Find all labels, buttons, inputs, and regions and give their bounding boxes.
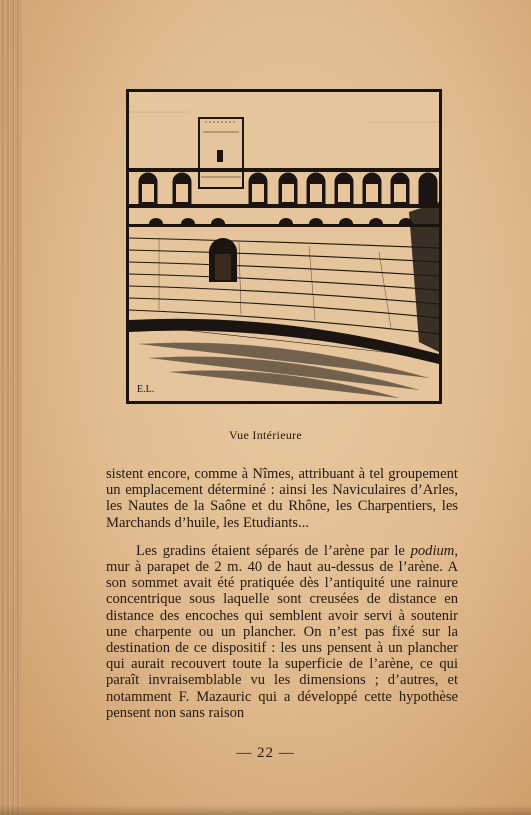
page-stack-edge [0, 0, 22, 815]
page-number: — 22 — [236, 745, 295, 761]
paragraph-2-part-2: , mur à parapet de 2 m. 40 de haut au-dessus de l’arène. A son sommet avait été pratiquée dès l’antiquité une rainure concentrique sous laquelle sont creusées de distance en distance des encoches qui semblent avoir servi à soutenir une charpente ou un plancher. On n’est pas fixé sur la destination de ce dispositif : les uns pensent à un plancher qui aurait recouvert toute la superficie de l’arène, ce qui paraît invraisemblable vu les dimensions ; d’autres, et notamment F. Mazauric qui a développé cette hypothèse pensent non sans raison [106, 542, 458, 721]
paragraph-2-part-1: Les gradins étaient séparés de l’arène par le [136, 542, 411, 559]
body-text [106, 466, 458, 721]
paragraph-2-italic-term: podium [410, 542, 455, 559]
illustrator-signature: E.L. [137, 384, 155, 395]
paragraph-2 [106, 543, 458, 721]
paragraph-1: sistent encore, comme à Nîmes, attribuant à tel groupement un emplacement déterminé : ainsi les Naviculaires d’Arles, les Nautes de la Saône et du Rhône, les Charpentiers, les Marchands d’huile, les Etudiants... [106, 466, 458, 531]
illustration-caption: Vue Intérieure [228, 428, 303, 442]
page-bottom-shadow [0, 805, 531, 815]
arena-interior-illustration [126, 89, 442, 404]
